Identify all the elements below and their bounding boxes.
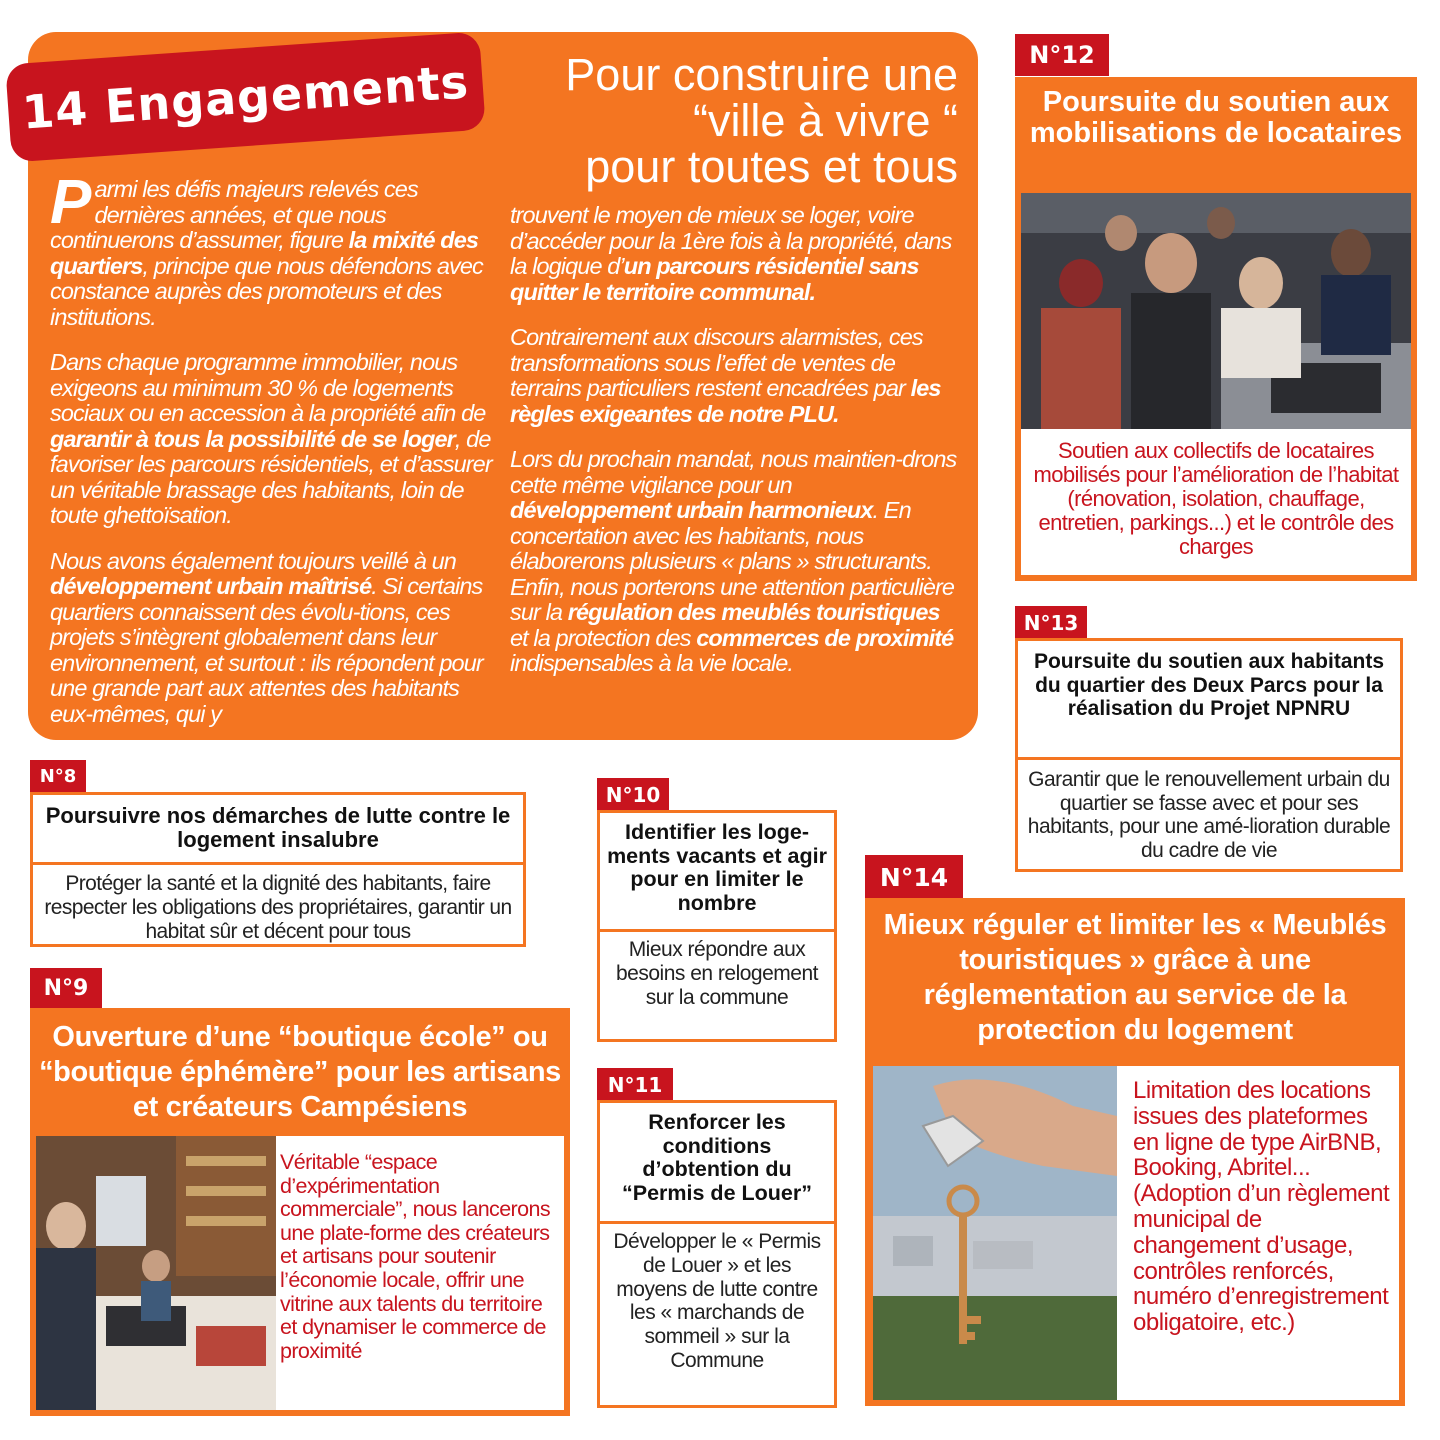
hero-paragraph (50, 549, 500, 728)
hero-right-column (510, 203, 958, 697)
n9-desc: Véritable “espace d’expérimentation commerciale”, nous lancerons une plate-forme des créateurs et artisans pour soutenir l’économie locale, offrir une vitrine aux talents du territoire et dynamiser le commerce de proximité (280, 1150, 550, 1363)
n14-card (865, 898, 1405, 1406)
n14-desc: Limitation des locations issues des plateformes en ligne de type AirBNB, Booking, Abritel... (Adoption d’un règlement municipal de changement d’usage, contrôles renforcés, numéro d’enregistrement obligatoire, etc.) (1133, 1077, 1390, 1337)
shop-photo (36, 1136, 276, 1410)
n13-title: Poursuite du soutien aux habitants du quartier des Deux Parcs pour la réalisation du Projet NPNRU (1033, 650, 1385, 720)
hero-left-column (50, 168, 500, 747)
n11-card (597, 1100, 837, 1408)
text: trouvent le moyen de mieux se loger, voire d’accéder pour la 1ère fois à la propriété, dans la logique d’ (510, 202, 952, 279)
hero-paragraph (50, 350, 500, 529)
n13-tag: N°13 (1015, 606, 1087, 640)
text: . En concertation avec les habitants, nous élaborerons plusieurs « plans » structurants. Enfin, nous porterons une attention particulière sur la (510, 497, 955, 625)
n13-desc: Garantir que le renouvellement urbain du quartier se fasse avec et pour ses habitants, pour une amé-lioration durable du cadre de vie (1018, 757, 1400, 870)
n13-card (1015, 638, 1403, 872)
n8-tag: N°8 (30, 760, 86, 792)
emphasis: un parcours résidentiel sans quitter le territoire communal. (510, 253, 919, 305)
n12-desc-box (1021, 429, 1411, 575)
n11-title: Renforcer les conditions d’obtention du “Permis de Louer” (622, 1110, 812, 1205)
n8-desc: Protéger la santé et la dignité des habitants, faire respecter les obligations des propriétaires, garantir un habitat sûr et décent pour tous (33, 862, 523, 951)
n12-card (1015, 77, 1417, 581)
n10-card (597, 810, 837, 1042)
n14-title: Mieux réguler et limiter les « Meublés touristiques » grâce à une réglementation au service de la protection du logement (883, 909, 1387, 1046)
n8-card (30, 792, 526, 947)
n8-title: Poursuivre nos démarches de lutte contre le logement insalubre (45, 803, 511, 852)
engagements-badge-text: 14 Engagements (20, 54, 471, 140)
n9-card (30, 1008, 570, 1416)
drop-cap: P (50, 168, 91, 237)
hero-paragraph (510, 325, 958, 427)
hero-title-line: pour toutes et tous (585, 141, 958, 192)
emphasis: les règles exigeantes de notre PLU. (510, 375, 941, 427)
emphasis: développement urbain harmonieux (510, 497, 873, 523)
text: , principe que nous défendons avec constance auprès des promoteurs et des institutions. (50, 252, 483, 330)
n14-desc-box (1117, 1066, 1399, 1400)
text: Dans chaque programme immobilier, nous exigeons au minimum 30 % de logements sociaux ou en accession à la propriété afin de (50, 349, 486, 426)
n9-desc-box (276, 1136, 564, 1410)
text: Nous avons également toujours veillé à un (50, 547, 456, 574)
hero-paragraph (510, 203, 958, 305)
text: armi les défis majeurs relevés ces dernières années, et que nous continuerons d’assumer, figure (50, 176, 418, 253)
n12-tag: N°12 (1015, 34, 1109, 76)
n12-title: Poursuite du soutien aux mobilisations de locataires (1029, 86, 1403, 149)
emphasis: garantir à tous la possibilité de se loger (50, 425, 455, 452)
n11-desc: Développer le « Permis de Louer » et les moyens de lutte contre les « marchands de sommeil » sur la Commune (600, 1221, 834, 1379)
n10-tag: N°10 (597, 778, 669, 812)
text: , de favoriser les parcours résidentiels, et d’assurer un véritable brassage des habitants, loin de toute ghettoïsation. (50, 425, 492, 528)
n14-tag: N°14 (865, 855, 963, 899)
text: Contrairement aux discours alarmistes, ces transformations sous l’effet de ventes de terrains particuliers restent encadrées par (510, 324, 923, 401)
text: et la protection des (510, 624, 697, 651)
n10-title: Identifier les loge-ments vacants et agir pour en limiter le nombre (607, 820, 827, 915)
text: Lors du prochain mandat, nous maintien-drons cette même vigilance pour un (510, 446, 957, 498)
hero-title-line: “ville à vivre “ (692, 95, 958, 146)
n9-title: Ouverture d’une “boutique école” ou “boutique éphémère” pour les artisans et créateurs Campésiens (39, 1021, 561, 1123)
keys-photo (873, 1066, 1117, 1400)
hero-title (500, 49, 958, 192)
text: . Si certains quartiers connaissent des évolu-tions, ces projets s’intègrent globalement dans leur environnement, et surtout : ils répondent pour une grande part aux attentes des habitants eux-mêmes, qui y (50, 573, 483, 727)
emphasis: commerces de proximité (696, 624, 954, 651)
tenants-meeting-photo (1021, 193, 1411, 429)
n12-desc: Soutien aux collectifs de locataires mobilisés pour l’amélioration de l’habitat (rénovation, isolation, chauffage, entretien, parkings...) et le contrôle des charges (1033, 438, 1399, 559)
emphasis: développement urbain maîtrisé (50, 573, 372, 599)
n10-desc: Mieux répondre aux besoins en relogement sur la commune (600, 929, 834, 1016)
emphasis: la mixité des quartiers (50, 227, 479, 279)
hero-title-line: Pour construire une (565, 49, 958, 100)
text: indispensables à la vie locale. (510, 650, 794, 676)
hero-paragraph (50, 168, 500, 330)
n9-tag: N°9 (30, 968, 102, 1008)
emphasis: régulation des meublés touristiques (567, 599, 940, 625)
hero-paragraph (510, 447, 958, 677)
n11-tag: N°11 (597, 1068, 673, 1102)
